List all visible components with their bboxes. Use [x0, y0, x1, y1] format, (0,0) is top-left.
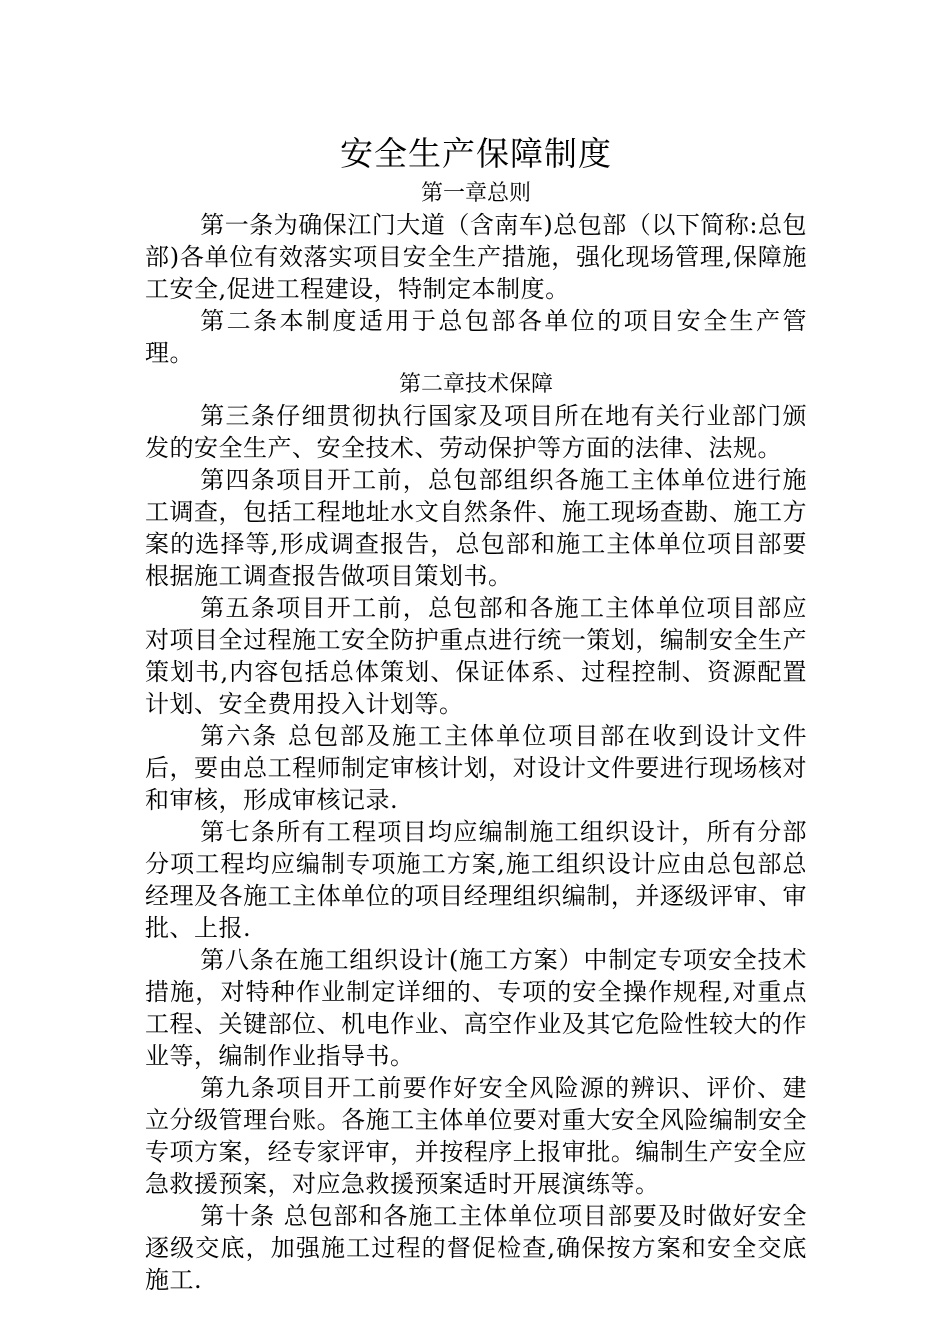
chapter-2-heading: 第二章技术保障: [398, 372, 553, 397]
document-body: [145, 130, 807, 1296]
article-4: 第四条项目开工前，总包部组织各施工主体单位进行施工调查，包括工程地址水文自然条件、施工现场查勘、施工方案的选择等,形成调查报告，总包部和施工主体单位项目部要根据施工调查报告做项目策划书。: [145, 466, 807, 590]
article-5: 第五条项目开工前，总包部和各施工主体单位项目部应对项目全过程施工安全防护重点进行统一策划，编制安全生产策划书,内容包括总体策划、保证体系、过程控制、资源配置计划、安全费用投入计划等。: [145, 594, 807, 718]
article-9: 第九条项目开工前要作好安全风险源的辨识、评价、建立分级管理台账。各施工主体单位要对重大安全风险编制安全专项方案，经专家评审，并按程序上报审批。编制生产安全应急救援预案，对应急救援预案适时开展演练等。: [145, 1074, 807, 1198]
article-6: 第六条 总包部及施工主体单位项目部在收到设计文件后，要由总工程师制定审核计划，对设计文件要进行现场核对和审核，形成审核记录.: [145, 722, 807, 814]
article-3: 第三条仔细贯彻执行国家及项目所在地有关行业部门颁发的安全生产、安全技术、劳动保护等方面的法律、法规。: [145, 402, 807, 462]
article-7: 第七条所有工程项目均应编制施工组织设计，所有分部分项工程均应编制专项施工方案,施工组织设计应由总包部总经理及各施工主体单位的项目经理组织编制，并逐级评审、审批、上报.: [145, 818, 807, 942]
article-10: 第十条 总包部和各施工主体单位项目部要及时做好安全逐级交底，加强施工过程的督促检查,确保按方案和安全交底施工.: [145, 1202, 807, 1294]
article-2: 第二条本制度适用于总包部各单位的项目安全生产管理。: [145, 307, 807, 367]
chapter-1-heading: 第一章总则: [420, 181, 531, 206]
article-8: 第八条在施工组织设计(施工方案）中制定专项安全技术措施，对特种作业制定详细的、专项的安全操作规程,对重点工程、关键部位、机电作业、高空作业及其它危险性较大的作业等，编制作业指导书。: [145, 946, 807, 1070]
document-title: 安全生产保障制度: [340, 134, 612, 173]
article-1: 第一条为确保江门大道（含南车)总包部（以下简称:总包部)各单位有效落实项目安全生产措施，强化现场管理,保障施工安全,促进工程建设，特制定本制度。: [145, 211, 807, 303]
